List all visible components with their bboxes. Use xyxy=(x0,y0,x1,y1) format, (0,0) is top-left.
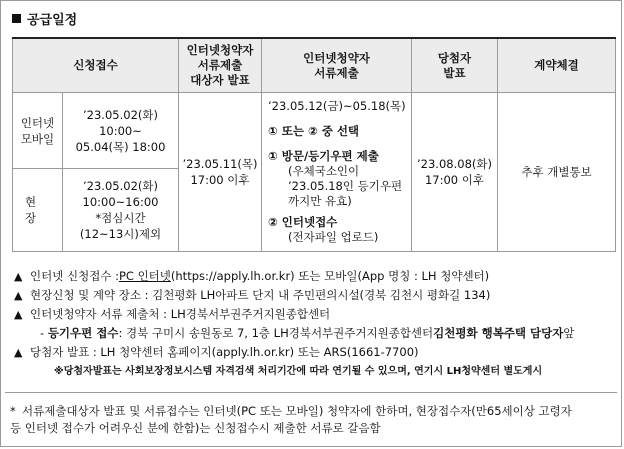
note-onsite-place: ▲ 현장신청 및 계약 장소 : 김천평화 LH아파트 단지 내 주민편의시설(경북 김천시 평화길 134) xyxy=(14,286,614,305)
triangle-bullet-icon: ▲ xyxy=(14,308,23,321)
footnote: * 서류제출대상자 발표 및 서류접수는 인터넷(PC 또는 모바일) 청약자에 한하며, 현장접수자(만65세이상 고령자 등 인터넷 접수가 어려우신 분에 한함)는 신청접수시 제출한 서류로 갈음함 xyxy=(10,404,572,435)
header-doc-submit: 인터넷청약자 서류제출 xyxy=(262,38,412,93)
triangle-bullet-icon: ▲ xyxy=(14,346,23,359)
triangle-bullet-icon: ▲ xyxy=(14,289,23,302)
winner-date: ’23.08.08(화) 17:00 이후 xyxy=(412,93,498,252)
section-title: 공급일정 xyxy=(12,9,77,28)
header-winner: 당첨자 발표 xyxy=(412,38,498,93)
table-row-mobile xyxy=(13,93,616,169)
notes-list xyxy=(14,267,614,381)
note-registered-mail: - 등기우편 접수 : 경북 구미시 송원동로 7, 1층 LH경북서부권주거지원종합센터 김천평화 행복주택 담당자 앞 xyxy=(40,326,575,340)
divider xyxy=(5,392,617,393)
note-online-apply: ▲ 인터넷 신청접수 : PC 인터넷 (https://apply.lh.or.kr) 또는 모바일(App 명칭 : LH 청약센터) xyxy=(14,267,614,286)
header-contract: 계약체결 xyxy=(498,38,616,93)
table-header-row xyxy=(13,38,616,93)
black-square-icon xyxy=(12,14,21,23)
doc-submit-detail: ’23.05.12(금)~05.18(목) ① 또는 ② 중 선택 ① 방문/등기우편 제출 (우체국소인이 ’23.05.18인 등기우편 까지만 유효) ② 인터넷접수 (전자파일 업로드) xyxy=(262,93,412,252)
mobile-label: 인터넷 모바일 xyxy=(13,93,63,169)
triangle-bullet-icon: ▲ xyxy=(14,270,23,283)
header-doc-target: 인터넷청약자 서류제출 대상자 발표 xyxy=(179,38,262,93)
note-winner-announcement: ▲ 당첨자 발표 : LH 청약센터 홈페이지(apply.lh.or.kr) 또는 ARS(1661-7700) xyxy=(14,343,614,362)
mobile-period: ’23.05.02(화) 10:00~ 05.04(목) 18:00 xyxy=(63,93,179,169)
header-apply: 신청접수 xyxy=(13,38,179,93)
onsite-label: 현 장 xyxy=(13,169,63,252)
onsite-period: ’23.05.02(화) 10:00~16:00 *점심시간 (12~13시)제외 xyxy=(63,169,179,252)
contract-info: 추후 개별통보 xyxy=(498,93,616,252)
note-doc-submit-place: ▲ 인터넷청약자 서류 제출처 : LH경북서부권주거지원종합센터 xyxy=(14,305,614,324)
note-delay-warning: ※당첨자발표는 사회보장정보시스템 자격검색 처리기간에 따라 연기될 수 있으며, 연기시 LH청약센터 별도게시 xyxy=(54,366,543,377)
supply-schedule-table xyxy=(12,37,616,252)
doc-target-date: ’23.05.11(목) 17:00 이후 xyxy=(179,93,262,252)
